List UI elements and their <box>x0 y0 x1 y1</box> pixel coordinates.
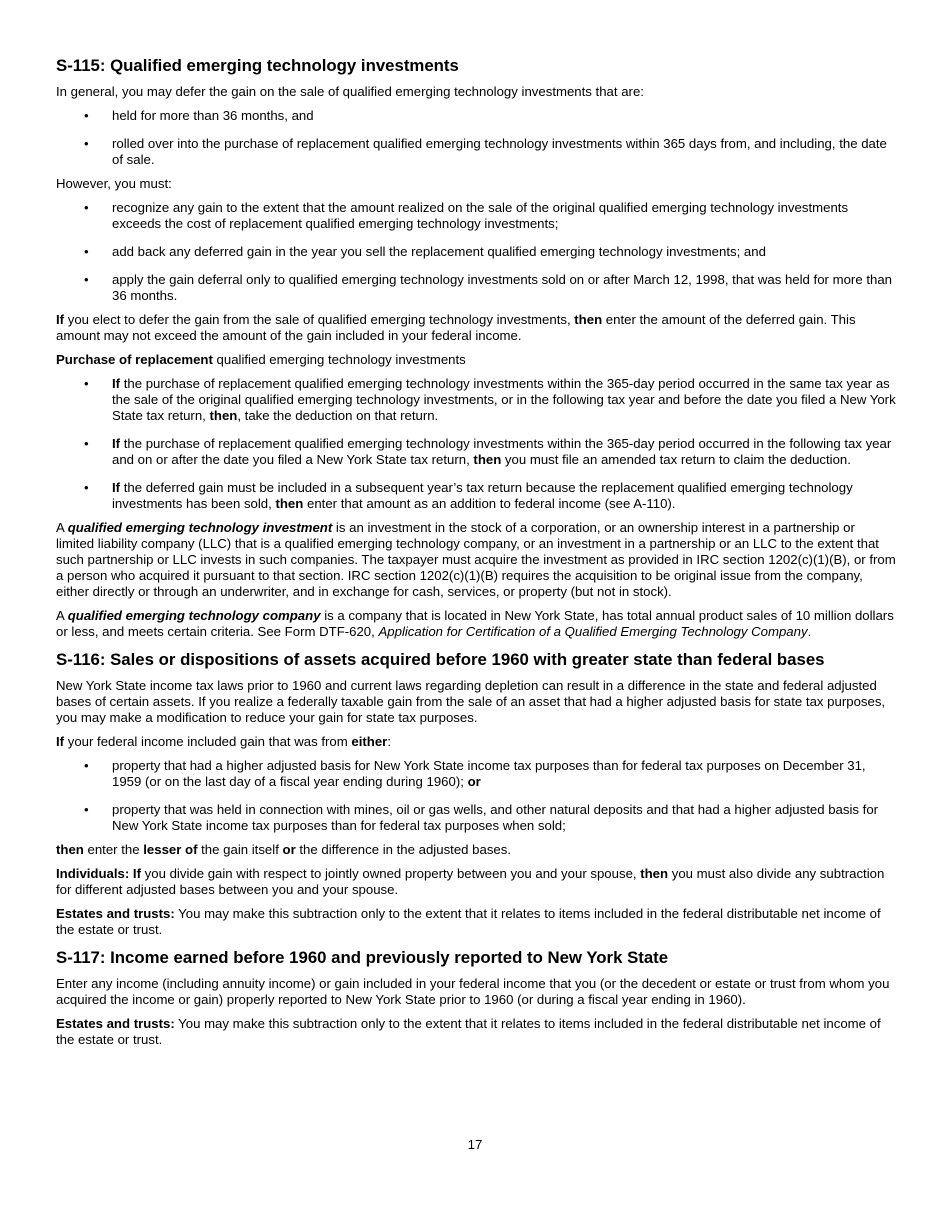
list-item: • apply the gain deferral only to qualified emerging technology investments sold on or after March 12, 1998, that was held for more than 36 months. <box>84 272 892 303</box>
bullet-icon: • <box>84 802 89 817</box>
list-item: • If the purchase of replacement qualified emerging technology investments within the 365-day period occurred in the following tax year and on or after the date you filed a New York State tax return, then you must file an amended tax return to claim the deduction. <box>84 436 892 467</box>
bullet-list-property <box>56 758 896 834</box>
bullet-icon: • <box>84 272 89 287</box>
bullet-list-requirements <box>56 200 896 304</box>
bullet-icon: • <box>84 376 89 391</box>
paragraph-individuals: Individuals: If you divide gain with respect to jointly owned property between you and your spouse, then you must also divide any subtraction for different adjusted bases between you and your spouse. <box>56 866 885 897</box>
bullet-list-conditions <box>56 108 896 168</box>
paragraph-however: However, you must: <box>56 176 172 191</box>
list-item: • rolled over into the purchase of replacement qualified emerging technology investments within 365 days from, and including, the date of sale. <box>84 136 887 167</box>
list-item: • property that was held in connection with mines, oil or gas wells, and other natural deposits and that had a higher adjusted basis for New York State income tax purposes than for federal tax purposes when sold; <box>84 802 879 833</box>
bullet-icon: • <box>84 244 89 259</box>
document-page <box>56 56 896 1056</box>
paragraph-if-elect: If you elect to defer the gain from the sale of qualified emerging technology investments, then enter the amount of the deferred gain. This amount may not exceed the amount of the gain included in your federal income. <box>56 312 856 343</box>
page-number: 17 <box>467 1137 483 1152</box>
section-s115 <box>56 56 896 640</box>
bullet-icon: • <box>84 758 89 773</box>
list-item: • If the purchase of replacement qualified emerging technology investments within the 365-day period occurred in the same tax year as the sale of the original qualified emerging technology investments, or in the following tax year and before the date you filed a New York State tax return, then, take the deduction on that return. <box>84 376 896 423</box>
paragraph-estates: Estates and trusts: You may make this subtraction only to the extent that it relates to items included in the federal distributable net income of the estate or trust. <box>56 1016 881 1047</box>
list-item: • add back any deferred gain in the year you sell the replacement qualified emerging technology investments; and <box>84 244 766 259</box>
section-s116 <box>56 650 896 938</box>
bullet-icon: • <box>84 108 89 123</box>
bullet-icon: • <box>84 200 89 215</box>
paragraph-estates: Estates and trusts: You may make this subtraction only to the extent that it relates to items included in the federal distributable net income of the estate or trust. <box>56 906 881 937</box>
paragraph-definition-company: A qualified emerging technology company is a company that is located in New York State, has total annual product sales of 10 million dollars or less, and meets certain criteria. See Form DTF-620, Application for Certification of a Qualified Emerging Technology Company. <box>56 608 894 639</box>
list-item: • If the deferred gain must be included in a subsequent year’s tax return because the replacement qualified emerging technology investments has been sold, then enter that amount as an addition to federal income (see A-110). <box>84 480 853 511</box>
paragraph-definition-investment: A qualified emerging technology investment is an investment in the stock of a corporation, or an ownership interest in a partnership or limited liability company (LLC) that is a qualified emerging technology company, or an investment in a partnership or an LLC to the extent that such partnership or LLC invests in such companies. The taxpayer must acquire the investment as provided in IRC section 1202(c)(1)(B), or from a person who acquired it pursuant to that section. IRC section 1202(c)(1)(B) requires the acquisition to be original issue from the company, either directly or through an underwriter, and in exchange for cash, services, or property (but not in stock). <box>56 520 896 599</box>
bullet-icon: • <box>84 480 89 495</box>
paragraph-purchase: Purchase of replacement qualified emerging technology investments <box>56 352 466 367</box>
section-heading: S-116: Sales or dispositions of assets acquired before 1960 with greater state than federal bases <box>56 650 825 669</box>
bullet-icon: • <box>84 436 89 451</box>
paragraph-then: then enter the lesser of the gain itself or the difference in the adjusted bases. <box>56 842 512 857</box>
paragraph-intro: In general, you may defer the gain on the sale of qualified emerging technology investments that are: <box>56 84 644 99</box>
paragraph-intro: New York State income tax laws prior to 1960 and current laws regarding depletion can result in a difference in the state and federal adjusted bases of certain assets. If you realize a federally taxable gain from the sale of an asset that had a higher adjusted basis for state tax purposes, you may make a modification to reduce your gain for state tax purposes. <box>56 678 886 725</box>
bullet-list-purchase <box>56 376 896 512</box>
bullet-icon: • <box>84 136 89 151</box>
paragraph-intro: Enter any income (including annuity income) or gain included in your federal income that you (or the decedent or estate or trust from whom you acquired the income or gain) properly reported to New York State prior to 1960 (or during a fiscal year ending in 1960). <box>56 976 890 1007</box>
section-heading: S-117: Income earned before 1960 and previously reported to New York State <box>56 948 669 967</box>
list-item: • recognize any gain to the extent that the amount realized on the sale of the original qualified emerging technology investments exceeds the cost of replacement qualified emerging technology investments; <box>84 200 849 231</box>
section-heading: S-115: Qualified emerging technology investments <box>56 56 459 75</box>
list-item: • property that had a higher adjusted basis for New York State income tax purposes than for federal tax purposes on December 31, 1959 (or on the last day of a fiscal year ending during 1960); or <box>84 758 866 789</box>
paragraph-if: If your federal income included gain that was from either: <box>56 734 391 749</box>
list-item: • held for more than 36 months, and <box>84 108 314 123</box>
section-s117 <box>56 948 896 1048</box>
